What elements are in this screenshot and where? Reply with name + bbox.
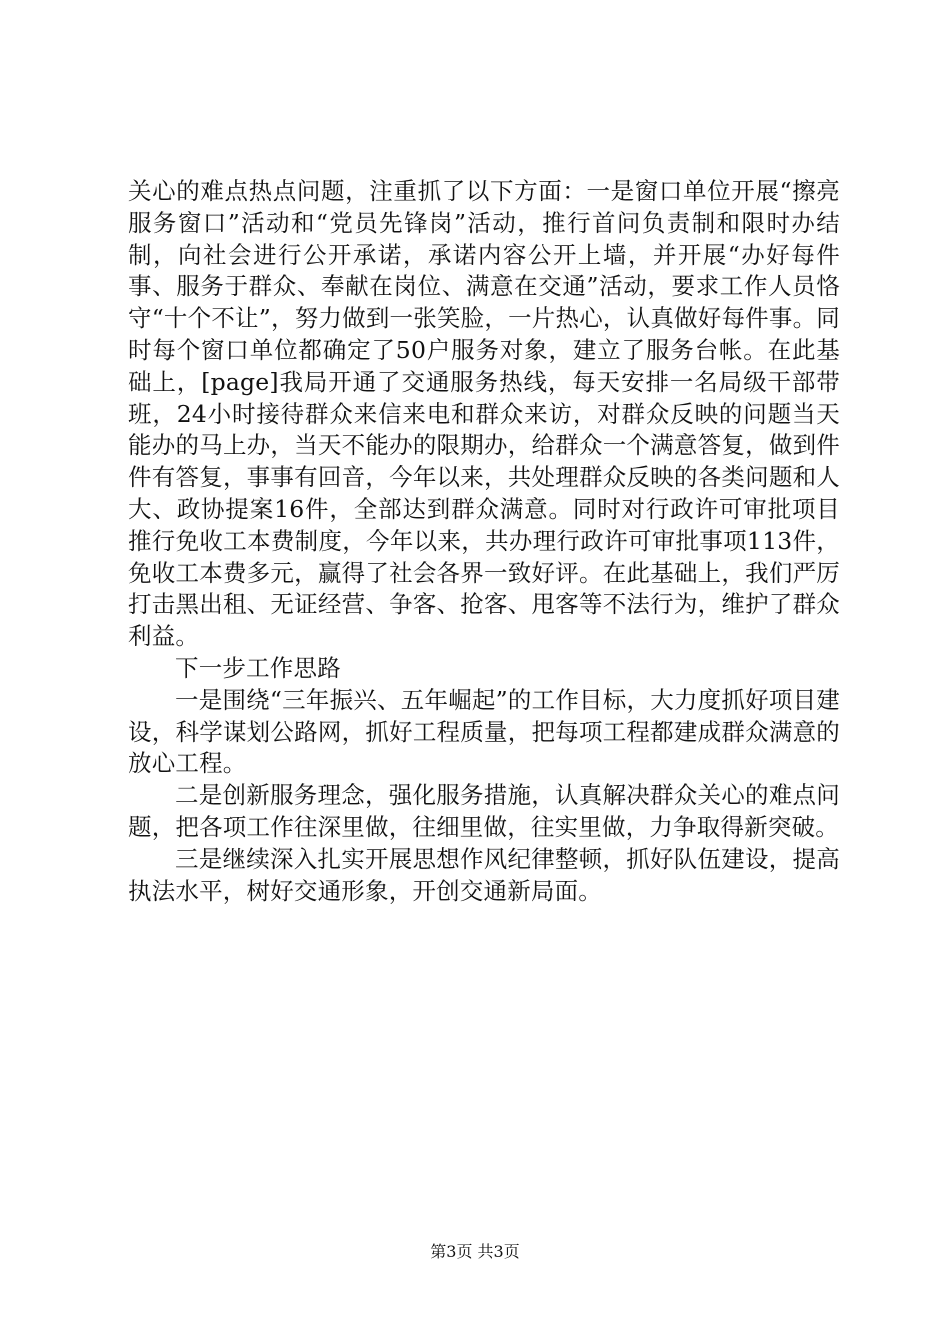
page-number-footer: 第3页 共3页 [430,1242,520,1261]
document-body [128,176,840,907]
section-heading-next-steps: 下一步工作思路 [175,653,341,682]
paragraph-item-2: 二是创新服务理念，强化服务措施，认真解决群众关心的难点问题，把各项工作往深里做，往细里做，往实里做，力争取得新突破。 [128,781,840,841]
paragraph-continuation: 关心的难点热点问题，注重抓了以下方面：一是窗口单位开展“擦亮服务窗口”活动和“党员先锋岗”活动，推行首问负责制和限时办结制，向社会进行公开承诺，承诺内容公开上墙，并开展“办好每件事、服务于群众、奉献在岗位、满意在交通”活动，要求工作人员恪守“十个不让”，努力做到一张笑脸，一片热心，认真做好每件事。同时每个窗口单位都确定了50户服务对象，建立了服务台帐。在此基础上，[page]我局开通了交通服务热线，每天安排一名局级干部带班，24小时接待群众来信来电和群众来访，对群众反映的问题当天能办的马上办，当天不能办的限期办，给群众一个满意答复，做到件件有答复，事事有回音，今年以来，共处理群众反映的各类问题和人大、政协提案16件，全部达到群众满意。同时对行政许可审批项目推行免收工本费制度，今年以来，共办理行政许可审批事项113件，免收工本费多元，赢得了社会各界一致好评。在此基础上，我们严厉打击黑出租、无证经营、争客、抢客、甩客等不法行为，维护了群众利益。 [128,177,840,651]
paragraph-item-1: 一是围绕“三年振兴、五年崛起”的工作目标，大力度抓好项目建设，科学谋划公路网，抓好工程质量，把每项工程都建成群众满意的放心工程。 [128,685,840,778]
paragraph-item-3: 三是继续深入扎实开展思想作风纪律整顿，抓好队伍建设，提高执法水平，树好交通形象，开创交通新局面。 [128,844,840,905]
